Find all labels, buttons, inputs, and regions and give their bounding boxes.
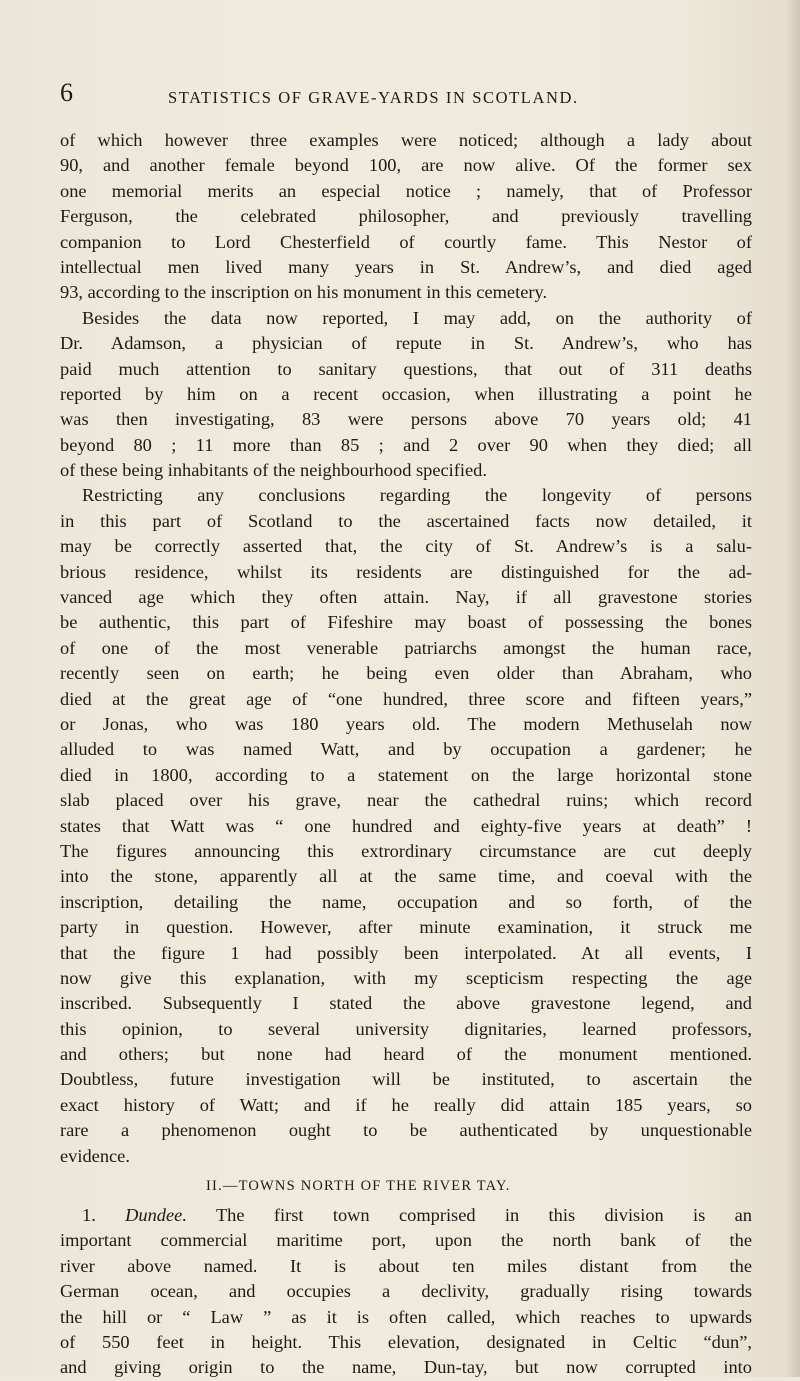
- text-line: of 550 feet in height. This elevation, designated in Celtic “dun”,: [60, 1331, 752, 1352]
- text-line: of which however three examples were noticed; although a lady about: [60, 130, 752, 150]
- text-line: German ocean, and occupies a declivity, gradually rising towards: [60, 1281, 752, 1302]
- text-line: Besides the data now reported, I may add, on the authority of: [82, 307, 752, 328]
- text-line: one memorial merits an especial notice ; namely, that of Professor: [60, 180, 752, 201]
- paragraph-dundee: [60, 1203, 752, 1381]
- text-line: 90, and another female beyond 100, are now alive. Of the former sex: [60, 155, 752, 176]
- paragraph-longevity-watt: [60, 483, 752, 1169]
- text-line: beyond 80 ; 11 more than 85 ; and 2 over 90 when they died; all: [60, 434, 752, 455]
- text-line: party in question. However, after minute examination, it struck me: [60, 917, 752, 938]
- text-line: now give this explanation, with my scepticism respecting the age: [60, 967, 752, 988]
- page-header: [60, 78, 750, 112]
- text-line: river above named. It is about ten miles distant from the: [60, 1255, 752, 1276]
- page-edge-shadow: [786, 0, 800, 1377]
- text-line: vanced age which they often attain. Nay, if all gravestone stories: [60, 587, 752, 608]
- text-line: of one of the most venerable patriarchs amongst the human race,: [60, 637, 752, 658]
- text-line: recently seen on earth; he being even older than Abraham, who: [60, 663, 752, 684]
- text-line: inscription, detailing the name, occupation and so forth, of the: [60, 891, 752, 912]
- body-text: [60, 128, 752, 1381]
- running-title: STATISTICS OF GRAVE-YARDS IN SCOTLAND.: [168, 88, 579, 107]
- item-number: 1.: [82, 1205, 96, 1226]
- text-line: alluded to was named Watt, and by occupation a gardener; he: [60, 739, 752, 760]
- paragraph-professor-ferguson: [60, 128, 752, 306]
- text-line: Dr. Adamson, a physician of repute in St. Andrew’s, who has: [60, 333, 752, 354]
- text-line: and giving origin to the name, Dun-tay, but now corrupted into: [60, 1357, 752, 1378]
- text-line: may be correctly asserted that, the city of St. Andrew’s is a salu-: [60, 536, 752, 557]
- text-line: intellectual men lived many years in St. Andrew’s, and died aged: [60, 256, 752, 277]
- text-line: [60, 1203, 752, 1228]
- page-number: 6: [60, 78, 73, 107]
- text-line: was then investigating, 83 were persons above 70 years old; 41: [60, 409, 752, 430]
- text-line: that the figure 1 had possibly been interpolated. At all events, I: [60, 942, 752, 963]
- text-line: Ferguson, the celebrated philosopher, and previously travelling: [60, 206, 752, 227]
- text-line: in this part of Scotland to the ascertained facts now detailed, it: [60, 510, 752, 531]
- text-line: evidence.: [60, 1145, 130, 1166]
- text-fragment: The first town comprised in this division is an: [215, 1205, 753, 1226]
- text-line: died at the great age of “one hundred, three score and fifteen years,”: [60, 688, 752, 709]
- text-line: Doubtless, future investigation will be instituted, to ascertain the: [60, 1069, 752, 1090]
- text-line: brious residence, whilst its residents are distinguished for the ad-: [60, 561, 752, 582]
- text-line: companion to Lord Chesterfield of courtly fame. This Nestor of: [60, 231, 752, 252]
- text-line: exact history of Watt; and if he really did attain 185 years, so: [60, 1094, 752, 1115]
- section-heading: II.—TOWNS NORTH OF THE RIVER TAY.: [206, 1178, 511, 1195]
- text-line: be authentic, this part of Fifeshire may boast of possessing the bones: [60, 612, 752, 633]
- text-line: reported by him on a recent occasion, when illustrating a point he: [60, 383, 752, 404]
- text-line: this opinion, to several university dignitaries, learned professors,: [60, 1018, 752, 1039]
- text-line: or Jonas, who was 180 years old. The modern Methuselah now: [60, 713, 752, 734]
- text-line: slab placed over his grave, near the cathedral ruins; which record: [60, 790, 752, 811]
- text-line: of these being inhabitants of the neighbourhood specified.: [60, 460, 487, 481]
- paragraph-dr-adamson: [60, 306, 752, 484]
- text-line: and others; but none had heard of the monument mentioned.: [60, 1044, 752, 1065]
- text-line: states that Watt was “ one hundred and eighty-five years at death” !: [60, 815, 752, 836]
- text-line: died in 1800, according to a statement on the large horizontal stone: [60, 764, 752, 785]
- text-line: important commercial maritime port, upon the north bank of the: [60, 1230, 752, 1251]
- text-line: the hill or “ Law ” as it is often called, which reaches to upwards: [60, 1306, 752, 1327]
- text-line: rare a phenomenon ought to be authenticated by unquestionable: [60, 1120, 752, 1141]
- text-line: paid much attention to sanitary questions, that out of 311 deaths: [60, 358, 752, 379]
- text-line: The figures announcing this extrordinary circumstance are cut deeply: [60, 840, 752, 861]
- text-line: inscribed. Subsequently I stated the above gravestone legend, and: [60, 993, 752, 1014]
- text-line: into the stone, apparently all at the same time, and coeval with the: [60, 866, 752, 887]
- text-line: Restricting any conclusions regarding the longevity of persons: [82, 485, 752, 506]
- text-line: 93, according to the inscription on his monument in this cemetery.: [60, 282, 548, 303]
- place-name: Dundee.: [125, 1205, 187, 1226]
